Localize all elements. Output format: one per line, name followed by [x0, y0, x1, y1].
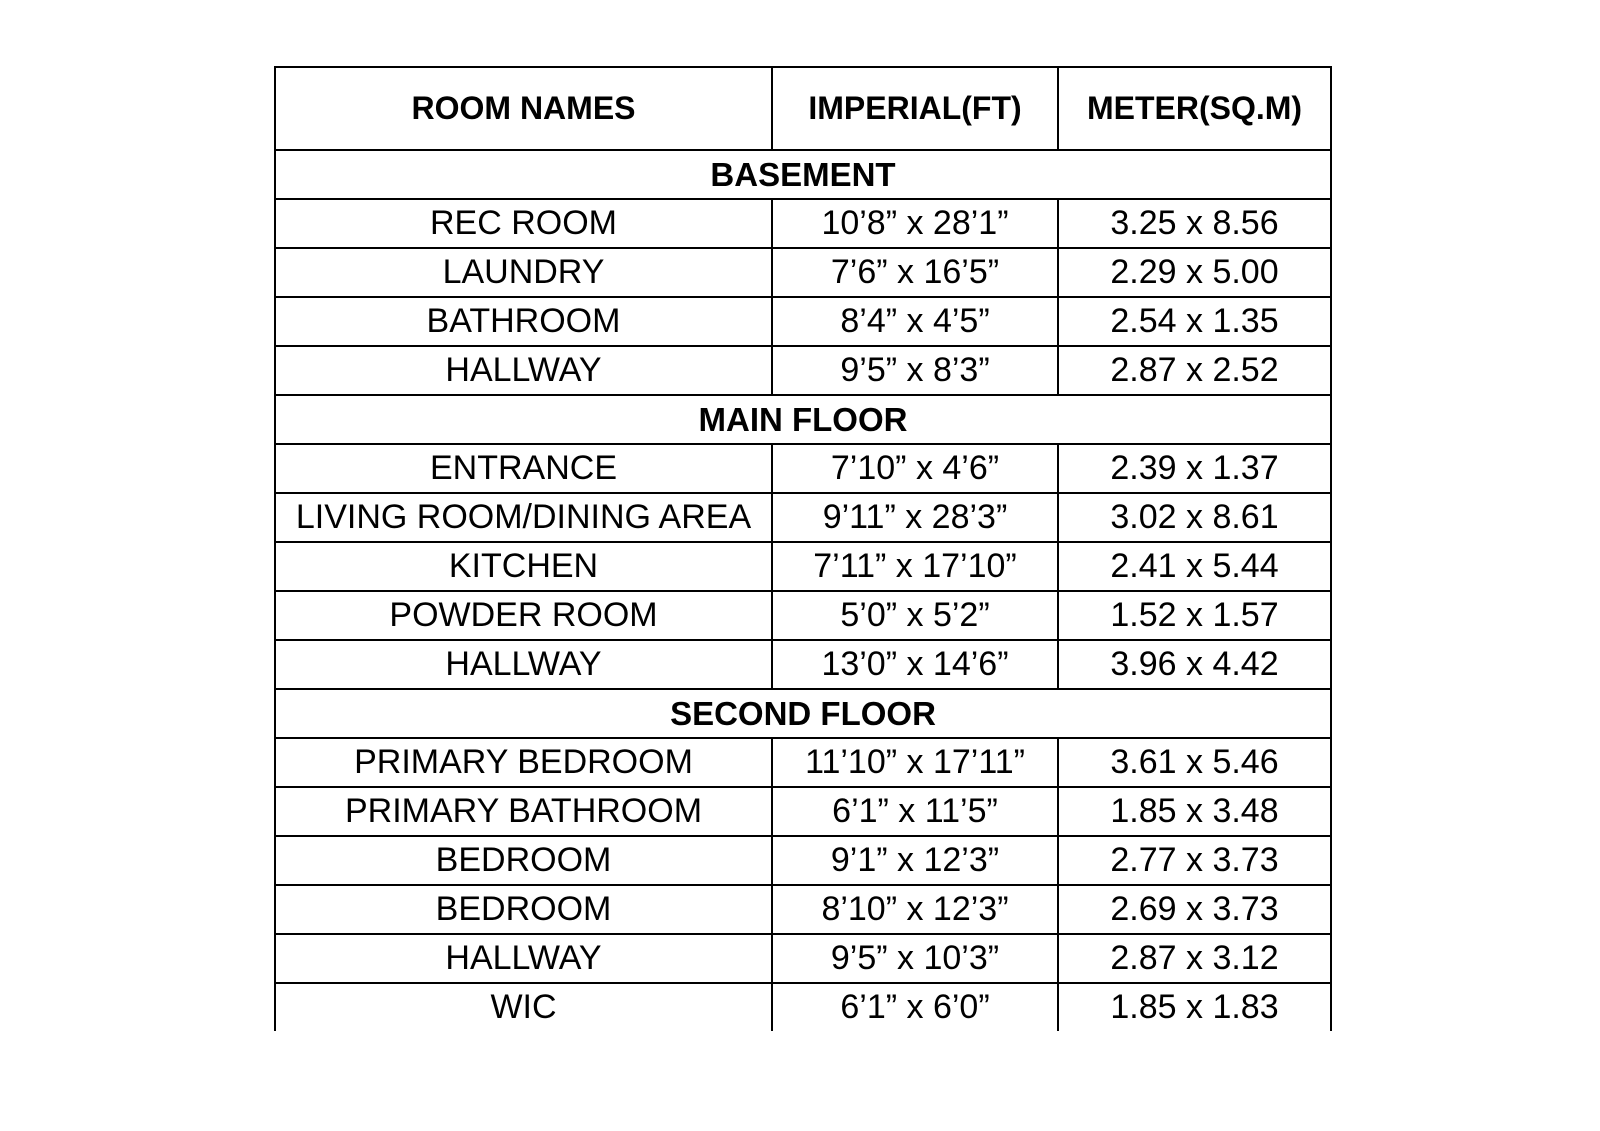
imperial-size-cell: 10’8” x 28’1” — [772, 199, 1058, 248]
imperial-size-cell: 6’1” x 11’5” — [772, 787, 1058, 836]
room-name-cell: POWDER ROOM — [275, 591, 772, 640]
metric-size-cell: 2.87 x 3.12 — [1058, 934, 1331, 983]
table-row — [275, 983, 1331, 1031]
header-metric: METER(SQ.M) — [1058, 67, 1331, 150]
imperial-size-cell: 11’10” x 17’11” — [772, 738, 1058, 787]
room-dimensions-sheet — [274, 66, 1330, 1031]
table-row — [275, 444, 1331, 493]
table-row — [275, 297, 1331, 346]
imperial-size-cell: 7’11” x 17’10” — [772, 542, 1058, 591]
imperial-size-cell: 9’11” x 28’3” — [772, 493, 1058, 542]
section-header-row — [275, 395, 1331, 444]
table-row — [275, 787, 1331, 836]
header-row — [275, 67, 1331, 150]
room-name-cell: HALLWAY — [275, 934, 772, 983]
header-imperial: IMPERIAL(FT) — [772, 67, 1058, 150]
table-row — [275, 836, 1331, 885]
imperial-size-cell: 6’1” x 6’0” — [772, 983, 1058, 1031]
section-title: BASEMENT — [275, 150, 1331, 199]
table-row — [275, 934, 1331, 983]
metric-size-cell: 2.69 x 3.73 — [1058, 885, 1331, 934]
imperial-size-cell: 8’10” x 12’3” — [772, 885, 1058, 934]
metric-size-cell: 1.85 x 1.83 — [1058, 983, 1331, 1031]
metric-size-cell: 3.61 x 5.46 — [1058, 738, 1331, 787]
section-title: SECOND FLOOR — [275, 689, 1331, 738]
room-name-cell: BEDROOM — [275, 885, 772, 934]
table-row — [275, 248, 1331, 297]
table-row — [275, 738, 1331, 787]
section-header-row — [275, 150, 1331, 199]
metric-size-cell: 3.96 x 4.42 — [1058, 640, 1331, 689]
metric-size-cell: 1.85 x 3.48 — [1058, 787, 1331, 836]
metric-size-cell: 3.25 x 8.56 — [1058, 199, 1331, 248]
room-name-cell: PRIMARY BEDROOM — [275, 738, 772, 787]
room-name-cell: WIC — [275, 983, 772, 1031]
imperial-size-cell: 9’5” x 8’3” — [772, 346, 1058, 395]
header-room-names: ROOM NAMES — [275, 67, 772, 150]
room-name-cell: LAUNDRY — [275, 248, 772, 297]
table-row — [275, 591, 1331, 640]
metric-size-cell: 2.29 x 5.00 — [1058, 248, 1331, 297]
metric-size-cell: 2.54 x 1.35 — [1058, 297, 1331, 346]
room-name-cell: LIVING ROOM/DINING AREA — [275, 493, 772, 542]
table-row — [275, 885, 1331, 934]
table-row — [275, 199, 1331, 248]
table-row — [275, 640, 1331, 689]
metric-size-cell: 3.02 x 8.61 — [1058, 493, 1331, 542]
section-title: MAIN FLOOR — [275, 395, 1331, 444]
room-name-cell: BATHROOM — [275, 297, 772, 346]
room-dimensions-table — [274, 66, 1332, 1031]
table-row — [275, 493, 1331, 542]
room-name-cell: KITCHEN — [275, 542, 772, 591]
imperial-size-cell: 7’6” x 16’5” — [772, 248, 1058, 297]
room-name-cell: BEDROOM — [275, 836, 772, 885]
table-row — [275, 542, 1331, 591]
room-name-cell: HALLWAY — [275, 346, 772, 395]
metric-size-cell: 2.87 x 2.52 — [1058, 346, 1331, 395]
metric-size-cell: 1.52 x 1.57 — [1058, 591, 1331, 640]
imperial-size-cell: 13’0” x 14’6” — [772, 640, 1058, 689]
imperial-size-cell: 7’10” x 4’6” — [772, 444, 1058, 493]
imperial-size-cell: 9’5” x 10’3” — [772, 934, 1058, 983]
imperial-size-cell: 5’0” x 5’2” — [772, 591, 1058, 640]
room-name-cell: ENTRANCE — [275, 444, 772, 493]
metric-size-cell: 2.77 x 3.73 — [1058, 836, 1331, 885]
table-header — [275, 67, 1331, 150]
section-header-row — [275, 689, 1331, 738]
metric-size-cell: 2.41 x 5.44 — [1058, 542, 1331, 591]
imperial-size-cell: 9’1” x 12’3” — [772, 836, 1058, 885]
imperial-size-cell: 8’4” x 4’5” — [772, 297, 1058, 346]
table-row — [275, 346, 1331, 395]
room-name-cell: REC ROOM — [275, 199, 772, 248]
room-name-cell: PRIMARY BATHROOM — [275, 787, 772, 836]
table-body — [275, 150, 1331, 1031]
metric-size-cell: 2.39 x 1.37 — [1058, 444, 1331, 493]
room-name-cell: HALLWAY — [275, 640, 772, 689]
